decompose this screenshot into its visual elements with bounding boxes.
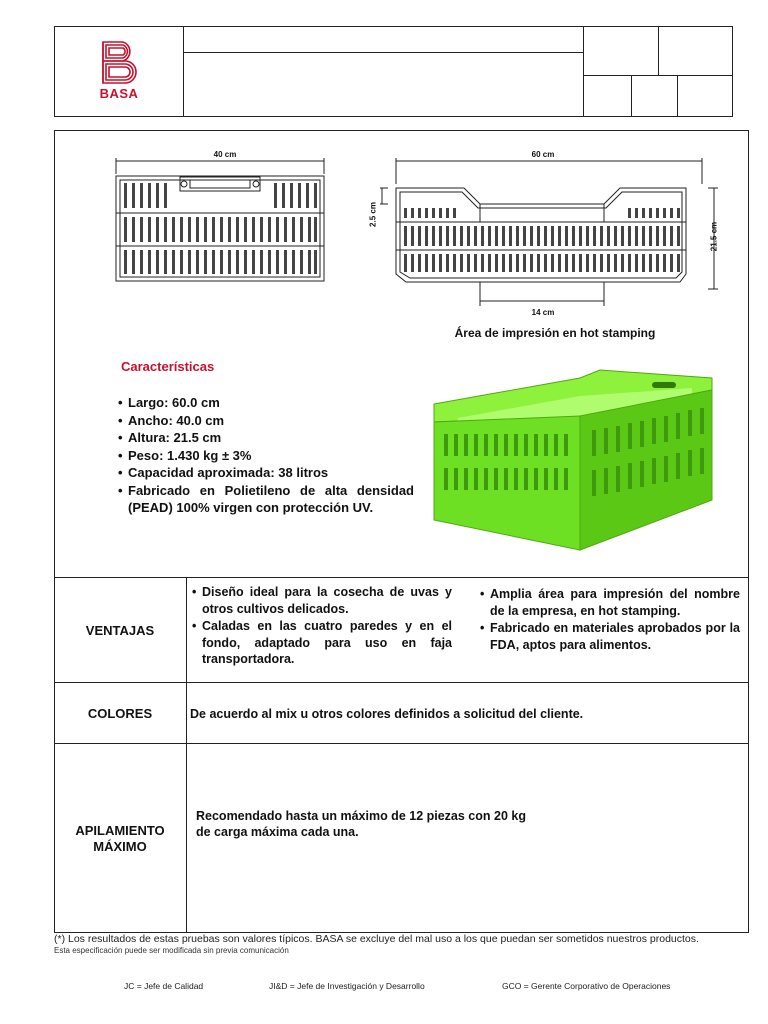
ventajas-label: VENTAJAS	[85, 622, 155, 638]
header-cell-line-h	[583, 75, 733, 76]
spec-material: • Fabricado en Polietileno de alta densidad (PEAD) 100% virgen con protección UV.	[118, 482, 414, 517]
signature-jid: JI&D = Jefe de Investigación y Desarrollo	[269, 981, 425, 991]
characteristics-list	[118, 394, 414, 517]
spec-height: • Altura: 21.5 cm	[118, 429, 414, 447]
spec-weight: • Peso: 1.430 kg ± 3%	[118, 447, 414, 465]
print-area-width-label: 14 cm	[531, 308, 555, 317]
header-cell-line-v1	[658, 26, 659, 75]
apilamiento-label: APILAMIENTO MÁXIMO	[75, 822, 165, 854]
brand-logo	[99, 40, 139, 100]
footer-disclaimer: Esta especificación puede ser modificada sin previa comunicación	[54, 946, 289, 955]
header-divider-logo	[183, 26, 184, 117]
ventaja-item: • Amplia área para impresión del nombre de la empresa, en hot stamping.	[480, 586, 740, 619]
spec-length: • Largo: 60.0 cm	[118, 394, 414, 412]
basa-logo-icon	[99, 40, 139, 84]
header-divider-right	[583, 26, 584, 117]
ventajas-list-right	[480, 586, 740, 654]
ventajas-list-left	[192, 584, 452, 669]
side-height-label: 21.5 cm	[709, 221, 719, 252]
green-crate-image	[430, 360, 715, 560]
front-view-drawing	[110, 156, 340, 291]
ventaja-item: • Caladas en las cuatro paredes y en el fondo, adaptado para uso en faja transportadora.	[192, 618, 452, 668]
ventaja-item: • Fabricado en materiales aprobados por la FDA, aptos para alimentos.	[480, 620, 740, 653]
apilamiento-text-line2: de carga máxima cada una.	[196, 825, 359, 839]
colores-label: COLORES	[87, 705, 153, 721]
header-cell-line-v3	[677, 75, 678, 117]
print-area-caption: Área de impresión en hot stamping	[454, 326, 656, 340]
header-cell-line-v2	[631, 75, 632, 117]
ventaja-item: • Diseño ideal para la cosecha de uvas y otros cultivos delicados.	[192, 584, 452, 617]
colores-text: De acuerdo al mix u otros colores definidos a solicitud del cliente.	[190, 707, 584, 721]
side-view-drawing	[380, 156, 720, 316]
side-width-label: 60 cm	[531, 150, 555, 159]
brand-name: BASA	[99, 86, 139, 101]
characteristics-title: Características	[121, 359, 215, 374]
footer-note: (*) Los resultados de estas pruebas son valores típicos. BASA se excluye del mal uso a los que puedan ser sometidos nuestros productos.	[54, 933, 699, 945]
apilamiento-text-line1: Recomendado hasta un máximo de 12 piezas con 20 kg	[196, 809, 526, 823]
front-width-label: 40 cm	[213, 150, 237, 159]
spec-width: • Ancho: 40.0 cm	[118, 412, 414, 430]
signature-gco: GCO = Gerente Corporativo de Operaciones	[502, 981, 671, 991]
spec-capacity: • Capacidad aproximada: 38 litros	[118, 464, 414, 482]
label-column-divider	[186, 577, 187, 933]
side-offset-label: 2.5 cm	[368, 202, 378, 227]
header-divider-title	[183, 52, 583, 53]
signature-jc: JC = Jefe de Calidad	[124, 981, 204, 991]
